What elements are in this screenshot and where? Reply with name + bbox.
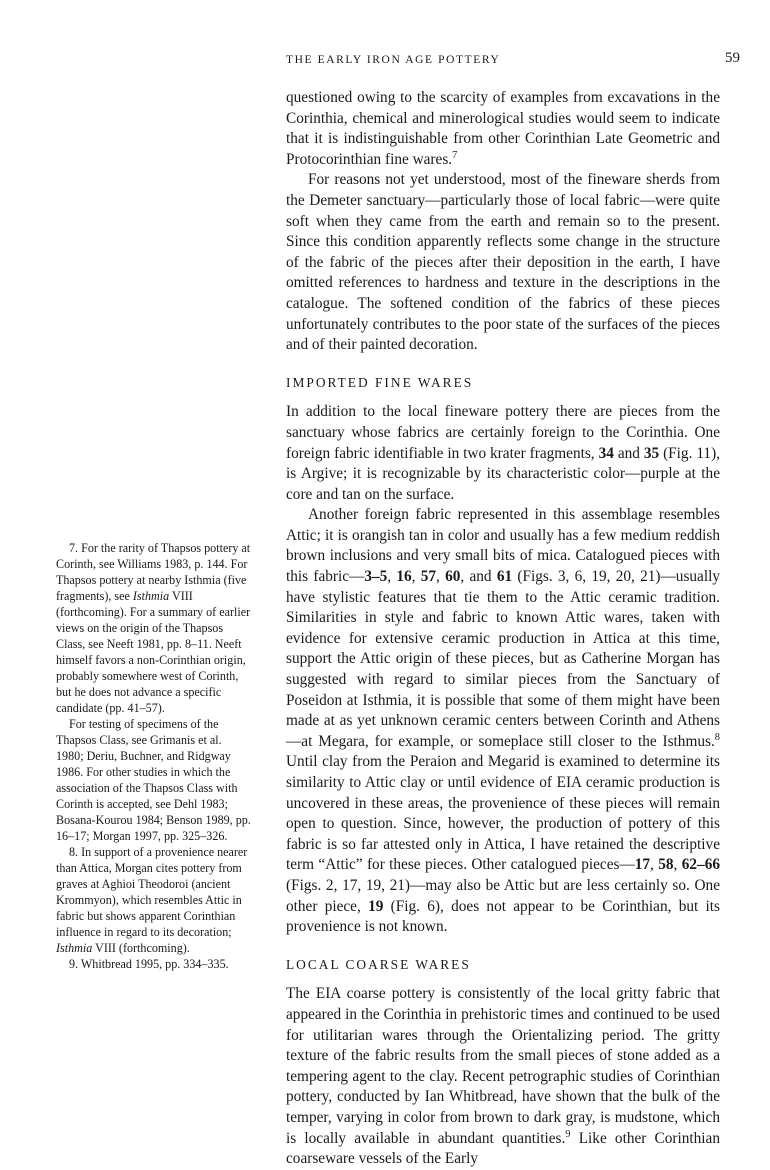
catalogue-number: 61 bbox=[496, 568, 513, 586]
section-heading-local-coarse-wares: LOCAL COARSE WARES bbox=[286, 956, 471, 972]
catalogue-number: 62–66 bbox=[681, 856, 720, 874]
footnote: 8. In support of a provenience nearer than Attica, Morgan cites pottery from graves at Aghioi Theodoroi (ancient Krommyon), which resembles Attic in fabric but shows apparent Corinthian influence in regard to its decoration; Isthmia VIII (forthcoming). bbox=[56, 845, 248, 955]
page-number: 59 bbox=[725, 50, 740, 66]
catalogue-number: 60 bbox=[445, 568, 461, 586]
title-italic: Isthmia bbox=[56, 941, 93, 955]
catalogue-number: 17 bbox=[634, 856, 651, 874]
main-text-column bbox=[286, 88, 720, 1170]
catalogue-number: 35 bbox=[643, 444, 660, 462]
section-heading-imported-fine-wares: IMPORTED FINE WARES bbox=[286, 374, 474, 390]
body-paragraph: questioned owing to the scarcity of examples from excavations in the Corinthia, chemical and minerological studies would seem to indicate that it is indistinguishable from other Corinthian Late Geometric and Protocorinthian fine wares.$^7$ bbox=[286, 89, 720, 168]
body-paragraph: In addition to the local fineware pottery there are pieces from the sanctuary whose fabrics are certainly foreign to the Corinthia. One foreign fabric identifiable in two krater fragments, 34 and 35 (Fig. 11), is Argive; it is recognizable by its characteristic color—purple at the core and tan on the surface. bbox=[286, 403, 720, 503]
body-paragraph: Another foreign fabric represented in this assemblage resembles Attic; it is orangish tan in color and usually has a few medium reddish brown inclusions and very small bits of mica. Catalogued pieces with this fabric—3–5, 16, 57, 60, and 61 (Figs. 3, 6, 19, 20, 21)—usually have stylistic features that tie them to the Attic ceramic tradition. Similarities in style and fabric to known Attic wares, taken with evidence for extensive ceramic production in Attica at this time, support the Attic origin of these pieces, but as Catherine Morgan has suggested with regard to similar pieces from the Sanctuary of Poseidon at Isthmia, it is possible that some of them might have been made at as yet unknown ceramic centers between Corinth and Athens—at Megara, for example, or someplace still closer to the Isthmus.$^8$ Until clay from the Peraion and Megarid is examined to determine its similarity to Attic clay or until evidence of EIA ceramic production is uncovered in these areas, the provenience of these pieces will remain open to question. Since, however, the production of pottery of this fabric is so far attested only in Attica, I have retained the descriptive term “Attic” for these pieces. Other catalogued pieces—17, 58, 62–66 (Figs. 2, 17, 19, 21)—may also be Attic but are less certainly so. One other piece, 19 (Fig. 6), does not appear to be Corinthian, but its provenience is not known. bbox=[286, 506, 721, 936]
title-italic: Isthmia bbox=[132, 589, 170, 603]
paragraph-group-imported bbox=[286, 402, 720, 937]
footnote: 9. Whitbread 1995, pp. 334–335. bbox=[69, 957, 229, 971]
catalogue-number: 16 bbox=[396, 568, 412, 586]
footnote-marker[interactable]: 8 bbox=[714, 731, 720, 743]
body-paragraph: The EIA coarse pottery is consistently of the local gritty fabric that appeared in the Corinthia in prehistoric times and continued to be used for utilitarian wares through the Orientalizing period. The gritty texture of the fabric results from the small pieces of stone added as a tempering agent to the clay. Recent petrographic studies of Corinthian pottery, conducted by Ian Whitbread, have shown that the bulk of the temper, varying in color from brown to dark gray, is mudstone, which is locally available in abundant quantities.$^9$ Like other Corinthian coarseware vessels of the Early bbox=[286, 985, 720, 1168]
catalogue-number: 34 bbox=[598, 444, 614, 462]
body-paragraph: For reasons not yet understood, most of the fineware sherds from the Demeter sanctuary—particularly those of local fabric—were quite soft when they came from the earth and remain so to the present. Since this condition apparently reflects some change in the structure of the fabric of the pieces after their deposition in the earth, I have omitted references to hardness and texture in the descriptions in the catalogue. The softened condition of the fabrics of these pieces unfortunately contributes to the poor state of the surfaces of the pieces and of their painted decoration. bbox=[286, 171, 720, 354]
catalogue-number: 3–5 bbox=[364, 568, 388, 586]
paragraph-group-local bbox=[286, 984, 720, 1169]
footnote: For testing of specimens of the Thapsos Class, see Grimanis et al. 1980; Deriu, Buchner, and Ridgway 1986. For other studies in which the association of the Thapsos Class with Corinth is accepted, see Dehl 1983; Bosana-Kourou 1984; Benson 1989, pp. 16–17; Morgan 1997, pp. 325–326. bbox=[56, 717, 251, 843]
paragraph-group-intro bbox=[286, 88, 720, 356]
footnote-marker[interactable]: 7 bbox=[452, 149, 458, 161]
catalogue-number: 57 bbox=[420, 568, 437, 586]
footnotes-column bbox=[56, 540, 252, 972]
catalogue-number: 58 bbox=[658, 856, 674, 874]
footnote-marker[interactable]: 9 bbox=[565, 1128, 571, 1140]
footnote: 7. For the rarity of Thapsos pottery at Corinth, see Williams 1983, p. 144. For Thapsos pottery at nearby Isthmia (five fragments), see Isthmia VIII (forthcoming). For a summary of earlier views on the origin of the Thapsos Class, see Neeft 1981, pp. 8–11. Neeft himself favors a non-Corinthian origin, probably somewhere west of Corinth, but he does not advance a specific candidate (pp. 41–57). bbox=[56, 541, 251, 715]
running-head: THE EARLY IRON AGE POTTERY bbox=[286, 54, 501, 66]
catalogue-number: 19 bbox=[368, 897, 384, 915]
